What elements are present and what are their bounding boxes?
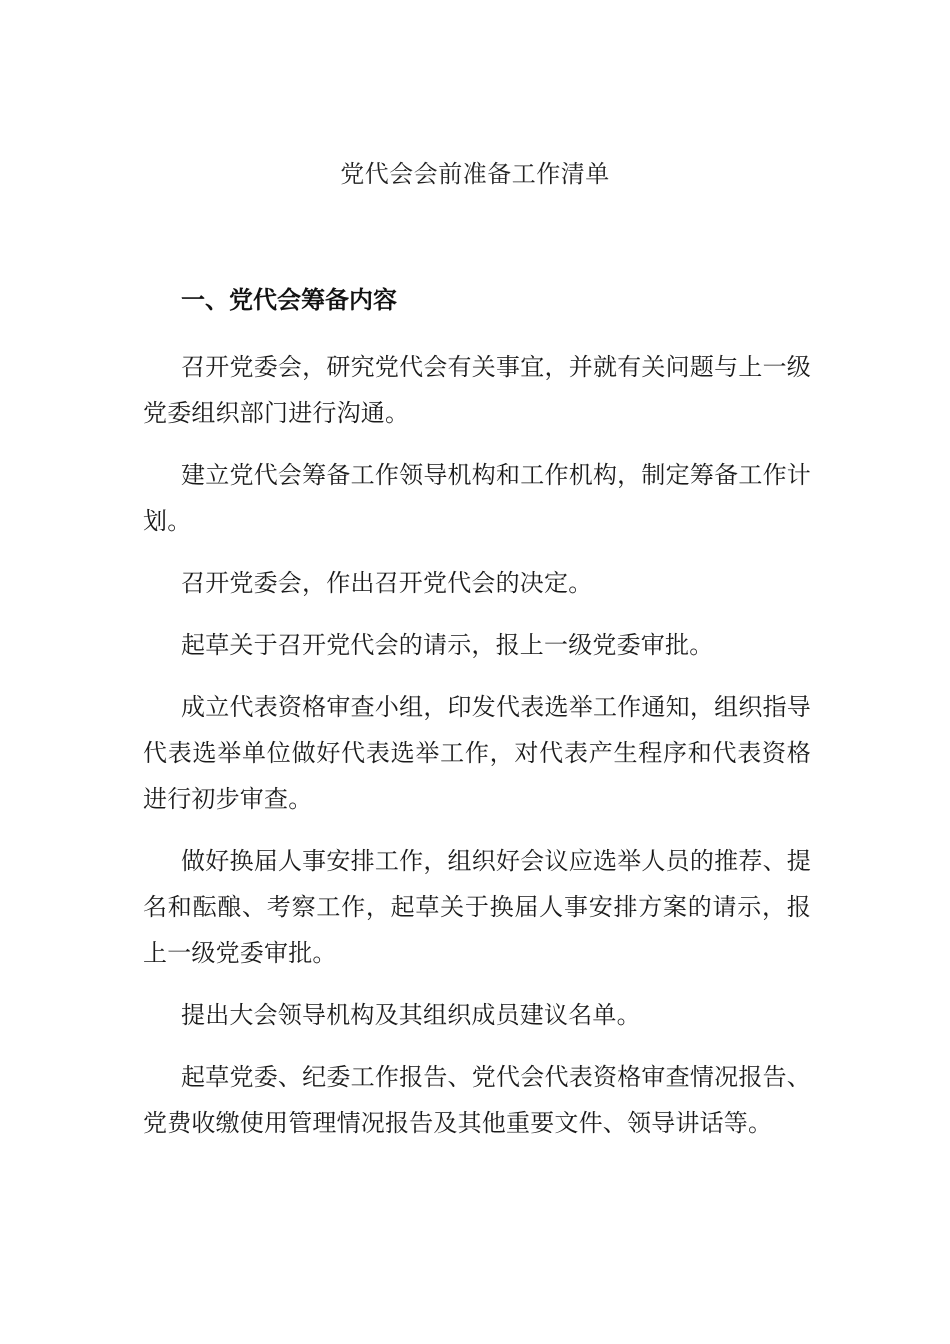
document-title: 党代会会前准备工作清单: [340, 160, 610, 188]
paragraph-1: 召开党委会，研究党代会有关事宜，并就有关问题与上一级党委组织部门进行沟通。: [143, 353, 811, 427]
paragraph-3: 召开党委会，作出召开党代会的决定。: [181, 569, 593, 597]
paragraph-4: 起草关于召开党代会的请示，报上一级党委审批。: [181, 631, 714, 659]
document-body: [143, 282, 811, 1162]
paragraph-7: 提出大会领导机构及其组织成员建议名单。: [181, 1001, 641, 1029]
paragraph-8: 起草党委、纪委工作报告、党代会代表资格审查情况报告、党费收缴使用管理情况报告及其他重要文件、领导讲话等。: [143, 1063, 811, 1137]
paragraph-2: 建立党代会筹备工作领导机构和工作机构，制定筹备工作计划。: [143, 461, 811, 535]
paragraph-5: 成立代表资格审查小组，印发代表选举工作通知，组织指导代表选举单位做好代表选举工作，对代表产生程序和代表资格进行初步审查。: [143, 693, 811, 813]
paragraph-6: 做好换届人事安排工作，组织好会议应选举人员的推荐、提名和酝酿、考察工作，起草关于换届人事安排方案的请示，报上一级党委审批。: [143, 847, 811, 967]
section-heading: 一、党代会筹备内容: [181, 286, 397, 314]
